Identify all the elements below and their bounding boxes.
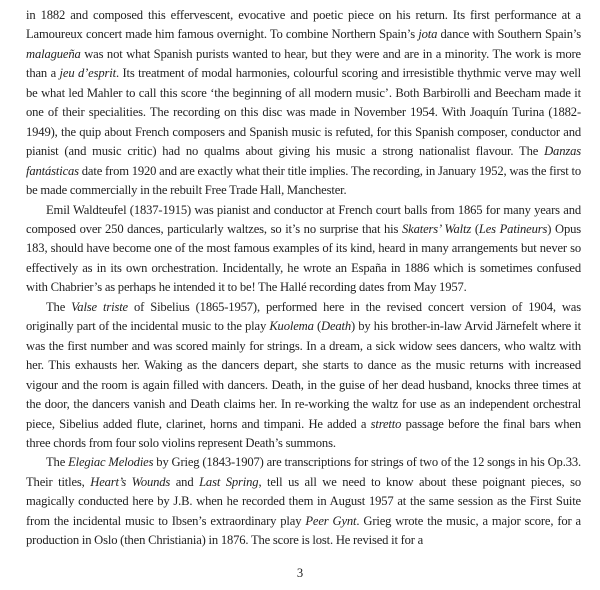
text-run: date from 1920 and are exactly what their title implies. The recording, in January 1952, was the first to be made commercially in the rebuilt Free Trade Hall, Manchester. — [26, 163, 581, 198]
italic-text-run: Heart’s Wounds — [90, 474, 171, 489]
text-run: passage before the final bars when three chords from four solo violins represent Death’s summons. — [26, 416, 581, 450]
text-run: ( — [471, 221, 479, 236]
text-run: . Grieg wrote the music, a major score, for a production in Oslo (then Christiania) in 1876. The score is lost. He revised it for a — [26, 513, 581, 548]
text-run: ) by his brother-in-law Arvid Järnefelt where it was the first number and was scored mainly for strings. In a dream, a sick widow sees dancers, who waltz with her. This exhausts her. Waking as the dancers depart, she starts to dance as the music returns with increased vigour and the room is again filled with dancers. Death, in the guise of her dead husband, knocks three times at the door, the dancers vanish and Death claims her. In re-working the waltz for use as an independent orchestral piece, Sibelius added flute, clarinet, horns and timpani. He added a — [26, 319, 581, 431]
italic-text-run: Elegiac Melodies — [68, 455, 154, 470]
text-run: dance with Southern Spain’s — [437, 27, 581, 42]
italic-text-run: Kuolema — [269, 319, 314, 334]
text-run: of Sibelius (1865-1957), performed here in the revised concert version of 1904, was originally part of the incidental music to the play — [26, 299, 581, 334]
italic-text-run: Peer Gynt — [305, 513, 357, 528]
text-run: in 1882 and composed this effervescent, evocative and poetic piece on his return. Its first performance at a Lamoureux concert made him famous overnight. To combine Northern Spain’s — [26, 8, 581, 42]
text-run: ( — [313, 319, 321, 334]
paragraph-waldteufel — [26, 201, 581, 298]
italic-text-run: malagueña — [26, 46, 81, 61]
paragraph-espana — [26, 6, 581, 201]
italic-text-run: jota — [418, 27, 438, 42]
text-run: . Its treatment of modal harmonies, colourful scoring and irresistible thythmic verve may well be what led Mahler to call this score ‘the beginning of all modern music’. Both Barbirolli and Beecham made it one of their specialities. The recording on this disc was made in November 1954. With Joaquín Turina (1882-1949), the quip about French composers and Spanish music is refuted, for this Spanish composer, conductor and pianist (and music critic) had no qualms about giving his music a strong nationalist flavour. The — [26, 66, 581, 159]
italic-text-run: Danzas fantásticas — [26, 144, 581, 178]
text-run: by Grieg (1843-1907) are transcriptions for strings of two of the 12 songs in his Op.33. Their titles, — [26, 455, 581, 489]
text-run: The — [46, 299, 72, 314]
text-run: Emil Waldteufel (1837-1915) was pianist and conductor at French court balls from 1865 for many years and composed over 250 dances, particularly waltzes, so it’s no surprise that his — [26, 202, 581, 236]
italic-text-run: Death — [321, 319, 352, 334]
text-run: ) Opus 183, should have become one of the most famous examples of its kind, heard in many arrangements but never so effectively as in its own orchestration. Incidentally, he wrote an España in 1886 which is sometimes confused with Chabrier’s as perhaps he intended it to be! The Hallé recording dates from May 1957. — [26, 221, 581, 295]
text-run: was not what Spanish purists wanted to hear, but they were and are in a minority. The work is more than a — [26, 46, 581, 81]
text-run: The — [46, 455, 69, 470]
document-page — [26, 6, 581, 551]
italic-text-run: Les Patineurs — [478, 221, 548, 236]
paragraph-sibelius — [26, 298, 581, 454]
page-number: 3 — [296, 566, 304, 580]
italic-text-run: stretto — [370, 416, 402, 431]
paragraph-grieg — [26, 453, 581, 550]
italic-text-run: Skaters’ Waltz — [401, 221, 472, 236]
italic-text-run: jeu d’esprit — [59, 66, 116, 81]
text-run: , tell us all we need to know about these poignant pieces, so magically conducted here by J.B. when he recorded them in August 1957 at the same session as the First Suite from the incidental music to Ibsen’s extraordinary play — [26, 474, 581, 528]
italic-text-run: Valse triste — [71, 299, 128, 314]
italic-text-run: Last Spring — [199, 474, 259, 489]
text-run: and — [170, 474, 200, 489]
